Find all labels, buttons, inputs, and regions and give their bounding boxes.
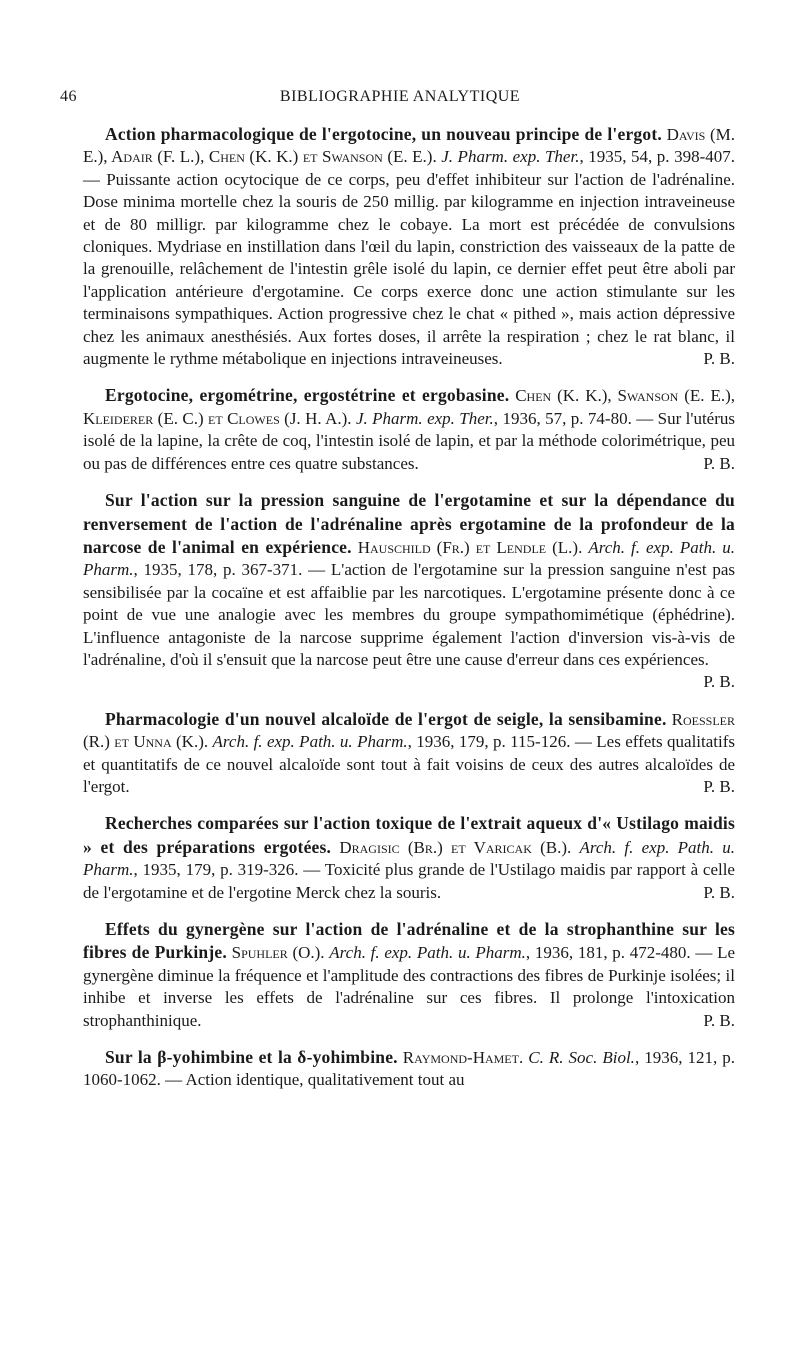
article-authors: Raymond-Hamet. bbox=[402, 1048, 524, 1068]
article-title: Pharmacologie d'un nouvel alcaloïde de l'ergot de seigle, la sensibamine. bbox=[105, 708, 667, 729]
article-title: Action pharmacologique de l'ergotocine, un nouveau principe de l'ergot. bbox=[105, 124, 662, 144]
abstract-entry bbox=[83, 123, 735, 370]
article-title: Sur la β-yohimbine et la δ-yohimbine. bbox=[105, 1047, 398, 1068]
article-citation: , 1936, 57, p. 74-80. — bbox=[493, 408, 654, 428]
abstract-body: Sur l'utérus isolé de la lapine, la crête de coq, l'intestin isolé de lapin, et par la méthode colorimétrique, peu ou pas de différences entre ces quatre substances. bbox=[83, 408, 735, 473]
page-number: 46 bbox=[60, 88, 77, 105]
journal-name: Arch. f. exp. Path. u. Pharm. bbox=[83, 537, 735, 580]
article-citation: , 1936, 179, p. 115-126. — bbox=[407, 732, 592, 752]
article-authors: Chen (K. K.), Swanson (E. E.), Kleiderer (E. C.) et Clowes (J. H. A.). bbox=[83, 386, 735, 428]
abstract-entry bbox=[83, 708, 735, 799]
journal-name: Arch. f. exp. Path. u. Pharm. bbox=[83, 837, 736, 880]
running-title: BIBLIOGRAPHIE ANALYTIQUE bbox=[279, 88, 521, 105]
article-title: Recherches comparées sur l'action toxique de l'extrait aqueux d'« Ustilago maidis » et des préparations ergotées. bbox=[83, 813, 735, 857]
abstract-body: Le gynergène diminue la fréquence et l'amplitude des contractions des fibres de Purkinje isolées; il inhibe et inverse les effets de l'adrénaline sur ces fibres. Il prolonge l'intoxication strophanthinique. bbox=[83, 943, 736, 1030]
abstract-body: L'action de l'ergotamine sur la pression sanguine n'est pas sensibilisée par la cocaïne et est affaiblie par les narcotiques. L'ergotamine présente donc à ce point de vue une analogie avec les membres du groupe sympathomimétique (éphédrine). L'influence antagoniste de la narcose supprime également l'action d'inversion vis-à-vis de l'adrénaline, d'où il s'ensuit que la narcose peut être une cause d'erreur dans ces expériences. bbox=[83, 560, 736, 669]
journal-name: C. R. Soc. Biol. bbox=[528, 1048, 635, 1068]
signature: P. B. bbox=[703, 349, 735, 369]
article-citation: , 1935, 54, p. 398-407. — bbox=[83, 147, 735, 189]
abstract-body: Action identique, qualitativement tout au bbox=[185, 1070, 465, 1090]
article-citation: , 1935, 178, p. 367-371. — bbox=[133, 560, 326, 580]
article-citation: , 1936, 181, p. 472-480. — bbox=[525, 943, 713, 963]
article-authors: Hauschild (Fr.) et Lendle (L.). bbox=[357, 537, 583, 557]
abstract-entry bbox=[83, 489, 735, 694]
journal-name: J. Pharm. exp. Ther. bbox=[441, 147, 580, 167]
abstract-body: Les effets qualitatifs et quantitatifs de ce nouvel alcaloïde sont tout à fait voisins de ceux des autres alcaloïdes de l'ergot. bbox=[83, 732, 736, 796]
abstract-entry bbox=[83, 812, 735, 904]
signature: P. B. bbox=[703, 1010, 735, 1030]
article-title: Sur l'action sur la pression sanguine de l'ergotamine et sur la dépendance du renversement de l'action de l'adrénaline après ergotamine de la profondeur de la narcose de l'animal en expérience. bbox=[83, 490, 735, 557]
signature: P. B. bbox=[703, 882, 735, 902]
journal-name: J. Pharm. exp. Ther. bbox=[355, 408, 494, 428]
signature: P. B. bbox=[703, 776, 735, 796]
article-title: Ergotocine, ergométrine, ergostétrine et ergobasine. bbox=[105, 385, 510, 406]
article-citation: , 1935, 179, p. 319-326. — bbox=[133, 860, 321, 880]
article-citation: , 1936, 121, p. 1060-1062. — bbox=[83, 1048, 736, 1090]
signature: P. B. bbox=[703, 672, 735, 692]
journal-name: Arch. f. exp. Path. u. Pharm. bbox=[329, 943, 526, 963]
article-title: Effets du gynergène sur l'action de l'adrénaline et de la strophanthine sur les fibres de Purkinje. bbox=[83, 919, 735, 963]
abstract-entry bbox=[83, 384, 735, 475]
article-authors: Roessler (R.) et Unna (K.). bbox=[83, 709, 735, 752]
abstract-body: Puissante action ocytocique de ce corps, peu d'effet inhibiteur sur l'action de l'adrénaline. Dose minima mortelle chez la souris de 250 millig. par kilogramme en injection intraveineuse et de 80 milligr. par kilogramme chez le cobaye. La mort est précédée de convulsions cloniques. Mydriase en instillation dans l'œil du lapin, constriction des vaisseaux de la patte de la grenouille, relâchement de l'intestin grêle isolé du lapin, ce dernier effet peut être aboli par l'application antérieure d'ergotamine. Ce corps exerce donc une action stimulante sur les terminaisons sympathiques. Action progressive chez le chat « pithed », mais action dépressive chez les animaux anesthésiés. Aux fortes doses, il arrête la respiration ; chez le rat blanc, il augmente le rythme métabolique en injections intraveineuses. bbox=[83, 169, 735, 369]
journal-name: Arch. f. exp. Path. u. Pharm. bbox=[212, 732, 408, 752]
abstract-body: Toxicité plus grande de l'Ustilago maidis par rapport à celle de l'ergotamine et de l'ergotine Merck chez la souris. bbox=[83, 860, 735, 902]
signature: P. B. bbox=[703, 453, 735, 473]
article-authors: Spuhler (O.). bbox=[231, 943, 325, 963]
article-authors: Dragisic (Br.) et Varicak (B.). bbox=[339, 837, 572, 857]
abstract-entry bbox=[83, 918, 735, 1032]
article-authors: Davis (M. E.), Adair (F. L.), Chen (K. K.) et Swanson (E. E.). bbox=[83, 125, 735, 167]
page-header bbox=[60, 88, 740, 110]
abstracts-column bbox=[83, 123, 735, 1106]
abstract-entry bbox=[83, 1046, 735, 1092]
